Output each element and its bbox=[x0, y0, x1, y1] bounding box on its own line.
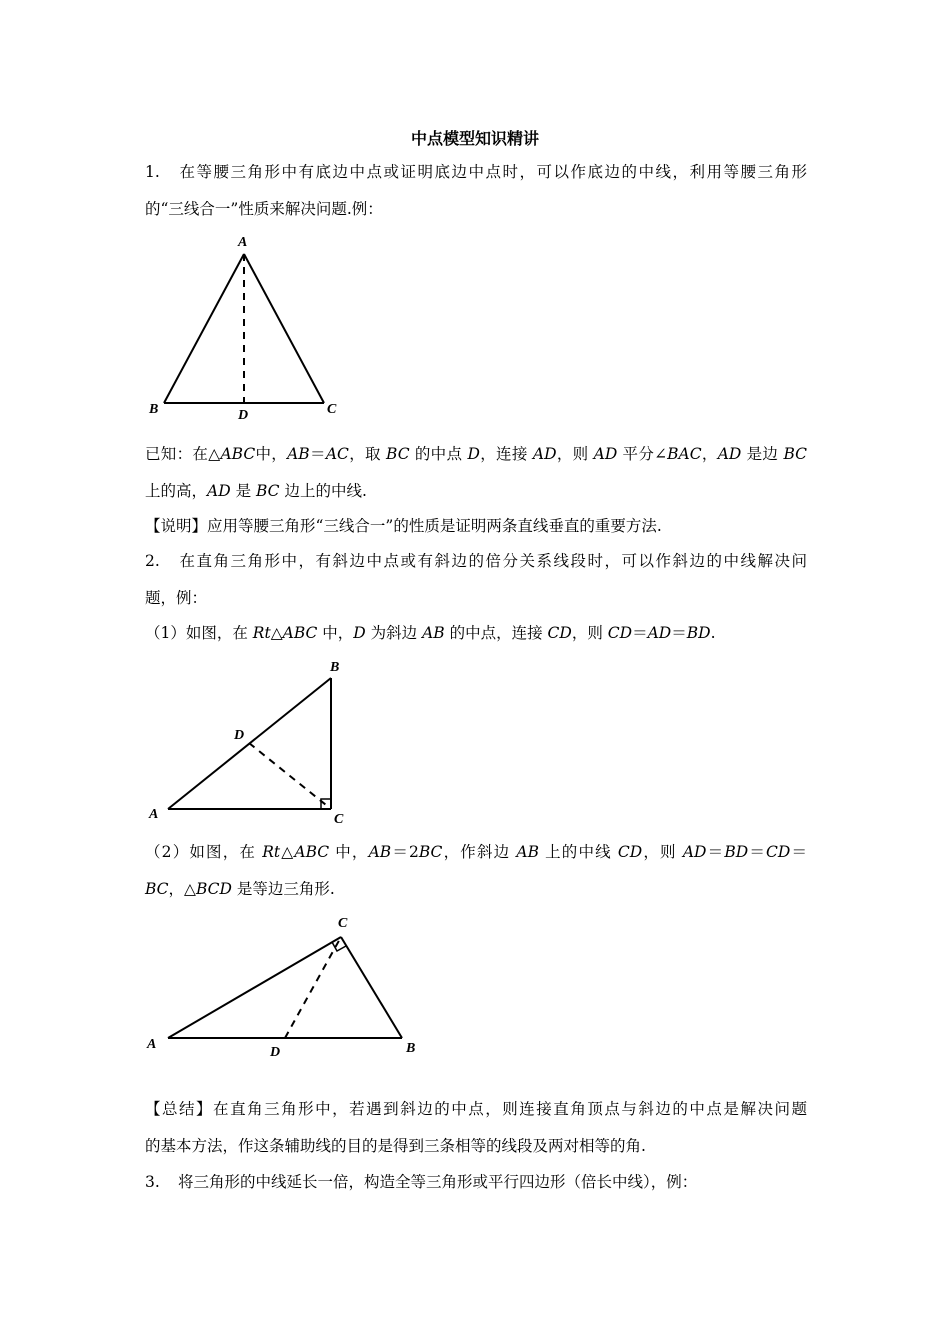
label-a: A bbox=[147, 1037, 157, 1052]
section1-known: 已知：在△ABC中，AB＝AC，取 BC 的中点 D，连接 AD，则 AD 平分∠BAC，AD 是边 BC bbox=[145, 445, 807, 463]
label-b: B bbox=[149, 402, 159, 417]
isosceles-triangle-figure bbox=[140, 230, 350, 425]
page-title: 中点模型知识精讲 bbox=[410, 129, 539, 148]
label-a: A bbox=[149, 807, 159, 822]
section2-number: 2. bbox=[145, 552, 160, 570]
label-c: C bbox=[334, 812, 344, 827]
side-ab bbox=[164, 254, 244, 403]
median-cd bbox=[285, 937, 341, 1038]
section1-note: 【说明】应用等腰三角形“三线合一”的性质是证明两条直线垂直的重要方法. bbox=[145, 517, 662, 535]
side-ac bbox=[168, 937, 341, 1038]
label-b: B bbox=[330, 660, 340, 675]
section1-line2: 的“三线合一”性质来解决问题.例： bbox=[145, 200, 383, 218]
label-a: A bbox=[238, 235, 248, 250]
median-cd bbox=[249, 743, 331, 809]
label-c: C bbox=[338, 916, 348, 931]
section2-case1: （1）如图，在 Rt△ABC 中，D 为斜边 AB 的中点，连接 CD，则 CD＝AD＝BD. bbox=[145, 624, 716, 642]
section2-line1 bbox=[145, 550, 807, 572]
side-ac bbox=[244, 254, 324, 403]
right-angle-mark bbox=[321, 799, 331, 809]
section3-line1 bbox=[145, 1171, 697, 1193]
side-cb bbox=[341, 937, 402, 1038]
section1-number: 1. bbox=[145, 163, 160, 181]
label-b: B bbox=[406, 1041, 416, 1056]
section2-summary-line2: 的基本方法，作这条辅助线的目的是得到三条相等的线段及两对相等的角. bbox=[145, 1137, 646, 1155]
label-d: D bbox=[270, 1045, 281, 1060]
section2-line2: 题，例： bbox=[145, 589, 208, 607]
right-triangle-figure-1 bbox=[140, 655, 360, 830]
section2-summary-line1: 【总结】在直角三角形中，若遇到斜边的中点，则连接直角顶点与斜边的中点是解决问题 bbox=[145, 1100, 807, 1118]
section1-known-cont: 上的高，AD 是 BC 边上的中线. bbox=[145, 482, 367, 500]
section2-case2: （2）如图，在 Rt△ABC 中，AB＝2BC，作斜边 AB 上的中线 CD，则 AD＝BD＝CD＝ bbox=[145, 843, 807, 861]
label-d: D bbox=[234, 728, 245, 743]
section2-text1: 在直角三角形中，有斜边中点或有斜边的倍分关系线段时，可以作斜边的中线解决问 bbox=[178, 552, 807, 570]
label-c: C bbox=[327, 402, 337, 417]
section1-text1: 在等腰三角形中有底边中点或证明底边中点时，可以作底边的中线，利用等腰三角形 bbox=[178, 163, 807, 181]
right-triangle-figure-2 bbox=[140, 910, 430, 1065]
label-d: D bbox=[238, 408, 249, 423]
section3-number: 3. bbox=[145, 1173, 160, 1191]
section2-case2-cont: BC，△BCD 是等边三角形. bbox=[145, 880, 335, 898]
section1-line1 bbox=[145, 161, 807, 183]
section3-text1: 将三角形的中线延长一倍，构造全等三角形或平行四边形（倍长中线），例： bbox=[178, 1173, 698, 1191]
